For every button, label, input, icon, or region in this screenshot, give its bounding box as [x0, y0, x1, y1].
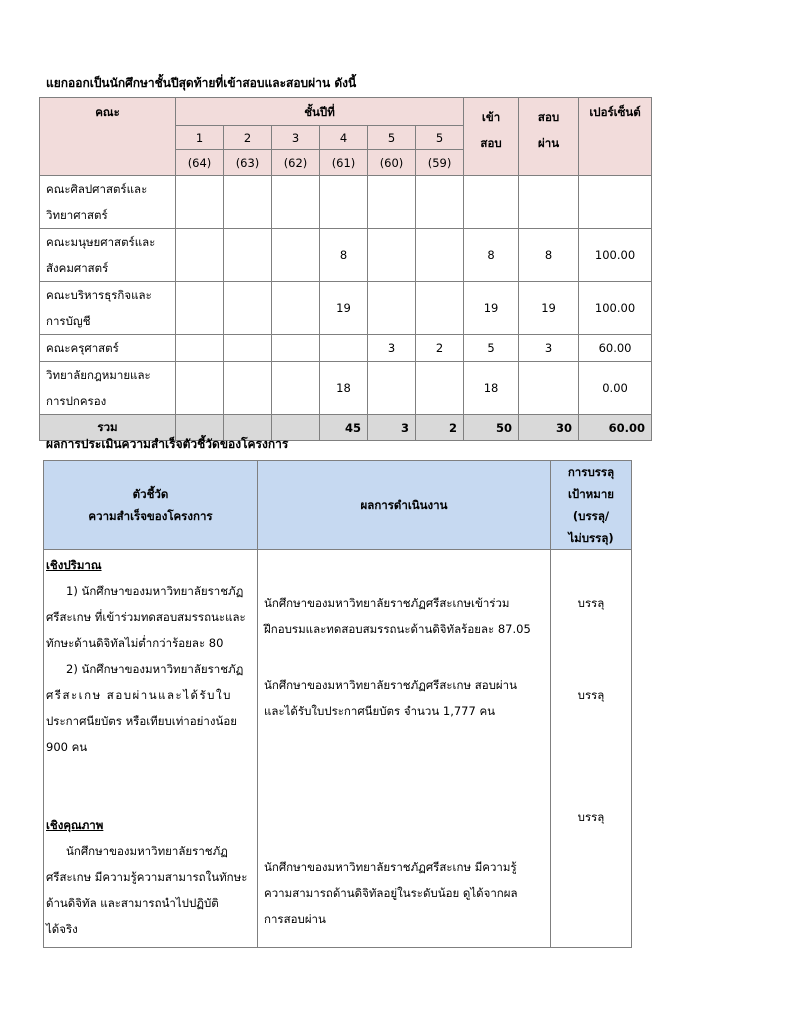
col-header-result: ผลการดำเนินงาน [258, 461, 551, 550]
cell: 19 [320, 282, 368, 335]
col-header-indicator: ตัวชี้วัด ความสำเร็จของโครงการ [44, 461, 258, 550]
cell: 50 [464, 415, 519, 441]
cell [368, 282, 416, 335]
year-number: 5 [368, 126, 416, 150]
year-number: 5 [416, 126, 464, 150]
cell: 60.00 [579, 335, 652, 362]
cell: 3 [368, 335, 416, 362]
faculty-name: วิทยาลัยกฎหมายและ การปกครอง [40, 362, 176, 415]
faculty-name: คณะบริหารธุรกิจและ การบัญชี [40, 282, 176, 335]
cell: 0.00 [579, 362, 652, 415]
year-number: 2 [224, 126, 272, 150]
col-header-percent: เปอร์เซ็นต์ [579, 98, 652, 176]
cell [320, 176, 368, 229]
cell [464, 176, 519, 229]
cell [272, 362, 320, 415]
faculty-name: คณะศิลปศาสตร์และ วิทยาศาสตร์ [40, 176, 176, 229]
cell [368, 362, 416, 415]
section-heading-exam-results: แยกออกเป็นนักศึกษาชั้นปีสุดท้ายที่เข้าสอบและสอบผ่าน ดังนี้ [46, 76, 357, 90]
cell: 19 [464, 282, 519, 335]
total-label: รวม [40, 415, 176, 441]
table-row [40, 176, 652, 229]
year-number: 3 [272, 126, 320, 150]
cell: 18 [464, 362, 519, 415]
evaluation-table [43, 460, 632, 948]
cell: 3 [519, 335, 579, 362]
col-header-entered: เข้า สอบ [464, 98, 519, 176]
cell [224, 282, 272, 335]
cell [416, 282, 464, 335]
table-row [40, 362, 652, 415]
cell: 8 [320, 229, 368, 282]
cell: 19 [519, 282, 579, 335]
cell [368, 229, 416, 282]
cell: 60.00 [579, 415, 652, 441]
cell: 100.00 [579, 282, 652, 335]
year-number: 4 [320, 126, 368, 150]
cell [224, 335, 272, 362]
cell [416, 176, 464, 229]
faculty-name: คณะครุศาสตร์ [40, 335, 176, 362]
cell: 2 [416, 415, 464, 441]
cell [224, 229, 272, 282]
status-badge: บรรลุ [577, 596, 605, 610]
cell [272, 176, 320, 229]
cell [272, 335, 320, 362]
faculty-name: คณะมนุษยศาสตร์และ สังคมศาสตร์ [40, 229, 176, 282]
year-cohort: (63) [224, 150, 272, 176]
qualitative-title: เชิงคุณภาพ [46, 818, 104, 832]
cell: 5 [464, 335, 519, 362]
cell [519, 362, 579, 415]
cell: 100.00 [579, 229, 652, 282]
year-cohort: (59) [416, 150, 464, 176]
cell [368, 176, 416, 229]
cell [272, 229, 320, 282]
cell: 8 [464, 229, 519, 282]
cell: 2 [416, 335, 464, 362]
quantitative-title: เชิงปริมาณ [46, 558, 102, 572]
cell [272, 282, 320, 335]
table-row [40, 282, 652, 335]
status-badge: บรรลุ [577, 810, 605, 824]
cell [320, 335, 368, 362]
cell [176, 229, 224, 282]
section-heading-evaluation: ผลการประเมินความสำเร็จตัวชี้วัดของโครงการ [46, 437, 289, 451]
cell: 3 [368, 415, 416, 441]
year-cohort: (61) [320, 150, 368, 176]
cell [579, 176, 652, 229]
cell [519, 176, 579, 229]
col-header-year: ชั้นปีที่ [176, 98, 464, 126]
cell [224, 176, 272, 229]
year-number: 1 [176, 126, 224, 150]
status-cell [551, 550, 632, 948]
cell [416, 229, 464, 282]
cell [176, 282, 224, 335]
cell: 8 [519, 229, 579, 282]
table-row [40, 229, 652, 282]
year-cohort: (64) [176, 150, 224, 176]
exam-results-table [39, 97, 652, 441]
col-header-passed: สอบ ผ่าน [519, 98, 579, 176]
table-row [44, 550, 632, 948]
cell [176, 362, 224, 415]
col-header-faculty: คณะ [40, 98, 176, 176]
col-header-target: การบรรลุ เป้าหมาย (บรรลุ/ ไม่บรรลุ) [551, 461, 632, 550]
cell: 18 [320, 362, 368, 415]
cell [176, 335, 224, 362]
cell [176, 176, 224, 229]
cell: 45 [320, 415, 368, 441]
year-cohort: (60) [368, 150, 416, 176]
cell: 30 [519, 415, 579, 441]
result-cell: นักศึกษาของมหาวิทยาลัยราชภัฏศรีสะเกษเข้าร่วม ฝึกอบรมและทดสอบสมรรถนะด้านดิจิทัลร้อยละ 87.05 นักศึกษาของมหาวิทยาลัยราชภัฏศรีสะเกษ สอบผ่าน และได้รับใบประกาศนียบัตร จำนวน 1,777 คน นักศึกษาของมหาวิทยาลัยราชภัฏศรีสะเกษ มีความรู้ ความสามารถด้านดิจิทัลอยู่ในระดับน้อย ดูได้จากผล การสอบผ่าน [258, 550, 551, 948]
year-cohort: (62) [272, 150, 320, 176]
cell [416, 362, 464, 415]
indicator-cell: เชิงปริมาณ 1) นักศึกษาของมหาวิทยาลัยราชภัฏ ศรีสะเกษ ที่เข้าร่วมทดสอบสมรรถนะและ ทักษะด้านดิจิทัลไม่ต่ำกว่าร้อยละ 80 2) นักศึกษาของมหาวิทยาลัยราชภัฏ ศรีสะเกษ สอบผ่านและได้รับใบ ประกาศนียบัตร หรือเทียบเท่าอย่างน้อย 900 คน เชิงคุณภาพ นักศึกษาของมหาวิทยาลัยราชภัฏ ศรีสะเกษ มีความรู้ความสามารถในทักษะ ด้านดิจิทัล และสามารถนำไปปฏิบัติ ได้จริง [44, 550, 258, 948]
status-badge: บรรลุ [577, 688, 605, 702]
cell [224, 362, 272, 415]
table-row [40, 335, 652, 362]
